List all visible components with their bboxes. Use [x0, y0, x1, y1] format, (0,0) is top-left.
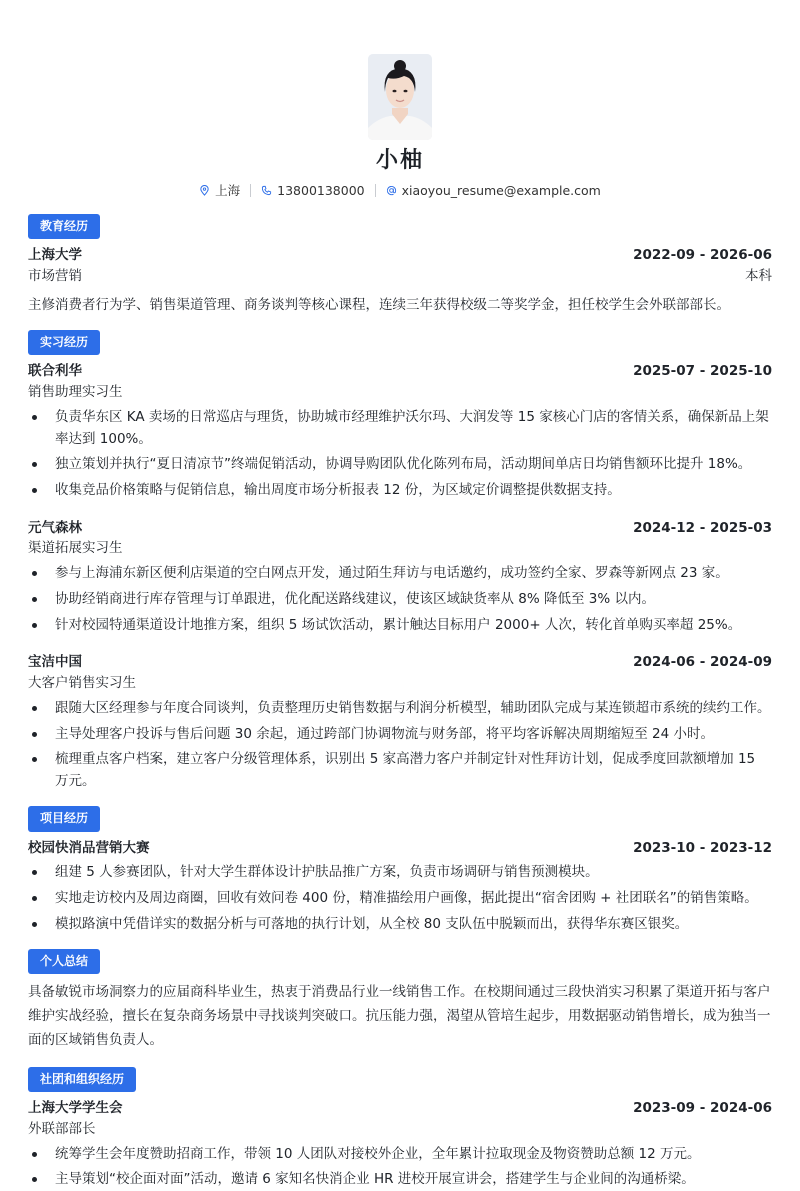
- internship-date: 2024-06 - 2024-09: [633, 654, 772, 671]
- bullet-item: 参与上海浦东新区便利店渠道的空白网点开发，通过陌生拜访与电话邀约，成功签约全家、罗森等新网点 23 家。: [28, 563, 772, 585]
- contact-row: [28, 181, 772, 200]
- club-name: 上海大学学生会: [28, 1099, 123, 1116]
- contact-email: [376, 181, 611, 200]
- bullet-item: 主导策划“校企面对面”活动，邀请 6 家知名快消企业 HR 进校开展宣讲会，搭建学生与企业间的沟通桥梁。: [28, 1169, 772, 1191]
- bullet-item: 协助经销商进行库存管理与订单跟进，优化配送路线建议，使该区域缺货率从 8% 降低至 3% 以内。: [28, 589, 772, 611]
- company-name: 联合利华: [28, 363, 82, 380]
- candidate-name: 小柚: [375, 148, 424, 173]
- project-entry: [28, 838, 772, 936]
- internship-role: 渠道拓展实习生: [28, 540, 123, 557]
- bullet-item: 梳理重点客户档案，建立客户分级管理体系，识别出 5 家高潜力客户并制定针对性拜访计划，促成季度回款额增加 15 万元。: [28, 749, 772, 792]
- section-title-education: 教育经历: [28, 214, 100, 239]
- project-date: 2023-10 - 2023-12: [633, 839, 772, 856]
- email-text: xiaoyou_resume@example.com: [401, 182, 601, 198]
- internship-date: 2025-07 - 2025-10: [633, 363, 772, 380]
- contact-phone: [251, 181, 374, 200]
- bullet-item: 模拟路演中凭借详实的数据分析与可落地的执行计划，从全校 80 支队伍中脱颖而出，获得华东赛区银奖。: [28, 914, 772, 936]
- section-title-club: 社团和组织经历: [28, 1067, 136, 1092]
- internship-role: 大客户销售实习生: [28, 675, 136, 692]
- bullet-item: 独立策划并执行“夏日清凉节”终端促销活动，协调导购团队优化陈列布局，活动期间单店日均销售额环比提升 18%。: [28, 454, 772, 476]
- bullet-list: [28, 698, 772, 792]
- club-role: 外联部部长: [28, 1120, 96, 1137]
- profile-photo: [368, 54, 432, 140]
- internship-entry: [28, 518, 772, 637]
- bullet-item: 跟随大区经理参与年度合同谈判，负责整理历史销售数据与利润分析模型，辅助团队完成与某连锁超市系统的续约工作。: [28, 698, 772, 720]
- section-title-project: 项目经历: [28, 806, 100, 831]
- profile-photo-image: [368, 54, 432, 140]
- at-sign-icon: [386, 185, 397, 196]
- city-text: 上海: [215, 182, 241, 198]
- internship-entry: [28, 361, 772, 501]
- contact-city: [189, 181, 250, 200]
- bullet-item: 针对校园特通渠道设计地推方案，组织 5 场试饮活动，累计触达目标用户 2000+ 人次，转化首单购买率超 25%。: [28, 615, 772, 637]
- resume-header: [28, 0, 772, 200]
- education-description: 主修消费者行为学、销售渠道管理、商务谈判等核心课程，连续三年获得校级二等奖学金，担任校学生会外联部部长。: [28, 297, 730, 314]
- phone-icon: [261, 185, 272, 196]
- bullet-item: 收集竞品价格策略与促销信息，输出周度市场分析报表 12 份，为区域定价调整提供数据支持。: [28, 480, 772, 502]
- section-title-internship: 实习经历: [28, 330, 100, 355]
- club-date: 2023-09 - 2024-06: [633, 1099, 772, 1116]
- club-entry: [28, 1098, 772, 1191]
- company-name: 元气森林: [28, 519, 82, 536]
- section-title-summary: 个人总结: [28, 949, 100, 974]
- education-entry: [28, 245, 772, 316]
- phone-text: 13800138000: [277, 182, 365, 198]
- company-name: 宝洁中国: [28, 654, 82, 671]
- bullet-item: 实地走访校内及周边商圈，回收有效问卷 400 份，精准描绘用户画像，据此提出“宿舍团购 + 社团联名”的销售策略。: [28, 888, 772, 910]
- location-pin-icon: [199, 185, 210, 196]
- project-name: 校园快消品营销大赛: [28, 839, 150, 856]
- degree: 本科: [745, 268, 772, 285]
- internship-list: [28, 361, 772, 792]
- bullet-list: [28, 1144, 772, 1191]
- bullet-item: 组建 5 人参赛团队，针对大学生群体设计护肤品推广方案，负责市场调研与销售预测模块。: [28, 862, 772, 884]
- major: 市场营销: [28, 268, 82, 285]
- bullet-list: [28, 563, 772, 636]
- internship-entry: [28, 652, 772, 792]
- bullet-list: [28, 407, 772, 501]
- bullet-item: 统筹学生会年度赞助招商工作，带领 10 人团队对接校外企业，全年累计拉取现金及物资赞助总额 12 万元。: [28, 1144, 772, 1166]
- education-date: 2022-09 - 2026-06: [633, 247, 772, 264]
- internship-role: 销售助理实习生: [28, 384, 123, 401]
- bullet-item: 负责华东区 KA 卖场的日常巡店与理货，协助城市经理维护沃尔玛、大润发等 15 家核心门店的客情关系，确保新品上架率达到 100%。: [28, 407, 772, 450]
- summary-text: 具备敏锐市场洞察力的应届商科毕业生，热衷于消费品行业一线销售工作。在校期间通过三段快消实习积累了渠道开拓与客户维护实战经验，擅长在复杂商务场景中寻找谈判突破口。抗压能力强，渴望从管培生起步，用数据驱动销售增长，成为独当一面的区域销售负责人。: [28, 984, 771, 1049]
- bullet-list: [28, 862, 772, 935]
- school-name: 上海大学: [28, 247, 82, 264]
- internship-date: 2024-12 - 2025-03: [633, 519, 772, 536]
- bullet-item: 主导处理客户投诉与售后问题 30 余起，通过跨部门协调物流与财务部，将平均客诉解决周期缩短至 24 小时。: [28, 724, 772, 746]
